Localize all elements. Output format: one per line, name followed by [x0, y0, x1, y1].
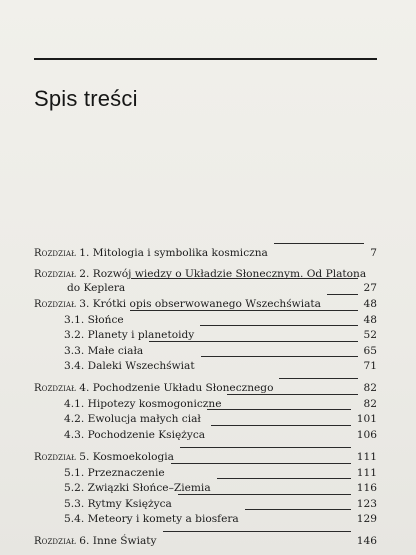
toc-entry-title: 4.2. Ewolucja małych ciał	[64, 413, 201, 425]
toc-leader-line	[163, 531, 351, 532]
toc-entry-prefix: Rozdział	[34, 383, 76, 394]
toc-entry-title: 5.3. Rytmy Księżyca	[64, 498, 172, 510]
toc-entry-prefix: Rozdział	[34, 536, 76, 547]
toc-entry-title: 1. Mitologia i symbolika kosmiczna	[79, 247, 268, 259]
toc-leader-line	[245, 509, 351, 510]
toc-entry-page: 27	[363, 282, 377, 294]
toc-entry-prefix: Rozdział	[34, 299, 76, 310]
toc-entry-title: 5.4. Meteory i komety a biosfera	[64, 513, 239, 525]
toc-leader-line	[227, 394, 357, 395]
toc-leader-line	[178, 494, 351, 495]
toc-leader-line	[274, 243, 364, 244]
toc-leader-line	[200, 325, 357, 326]
toc-entry-page: 111	[356, 451, 377, 463]
toc-entry-page: 101	[356, 413, 377, 425]
toc-entry-prefix: Rozdział	[34, 269, 76, 280]
toc-entry-page: 48	[363, 298, 377, 310]
toc-entry-title: 5.2. Związki Słońce–Ziemia	[64, 482, 211, 494]
toc-entry-title: 4. Pochodzenie Układu Słonecznego	[79, 382, 274, 394]
page-title: Spis treści	[34, 86, 138, 111]
toc-entry-page: 82	[363, 382, 377, 394]
toc-leader-line	[131, 278, 357, 279]
toc-entry-title: 3.4. Daleki Wszechświat	[64, 360, 195, 372]
toc-leader-line	[211, 425, 351, 426]
toc-entry-title: 5.1. Przeznaczenie	[64, 467, 165, 479]
toc-entry-page: 82	[363, 398, 377, 410]
toc-leader-line	[149, 341, 357, 342]
toc-leader-line	[279, 378, 357, 379]
toc-entry-title: 3.3. Małe ciała	[64, 345, 144, 357]
toc-leader-line	[180, 447, 351, 448]
toc-entry-page: 71	[363, 360, 377, 372]
toc-entry-title: 5. Kosmoekologia	[79, 451, 174, 463]
toc-entry-title: 3.1. Słońce	[64, 314, 124, 326]
toc-entry-page: 52	[363, 329, 377, 341]
toc-entry-title: 4.3. Pochodzenie Księżyca	[64, 429, 206, 441]
toc-entry-page: 7	[370, 247, 377, 259]
toc-entry-page: 116	[356, 482, 377, 494]
toc-entry-page: 129	[356, 513, 377, 525]
toc-entry-title-continued: do Keplera	[67, 282, 126, 294]
toc-entry-prefix: Rozdział	[34, 452, 76, 463]
toc-entry-page: 146	[356, 535, 377, 547]
toc-entry-title: 6. Inne Światy	[79, 535, 157, 547]
toc-entry-title: 2. Rozwój wiedzy o Układzie Słonecznym. Od Platona	[79, 268, 367, 280]
toc-entry-prefix: Rozdział	[34, 248, 76, 259]
toc-entry-page: 48	[363, 314, 377, 326]
header-rule	[34, 58, 377, 60]
toc-entry-title: 3.2. Planety i planetoidy	[64, 329, 195, 341]
toc-leader-line	[171, 463, 351, 464]
toc-entry-page: 65	[363, 345, 377, 357]
toc-leader-line	[327, 294, 358, 295]
toc-entry-page: 123	[356, 498, 377, 510]
toc-entry-title: 4.1. Hipotezy kosmogoniczne	[64, 398, 222, 410]
toc-leader-line	[207, 409, 351, 410]
toc-entry-title: 3. Krótki opis obserwowanego Wszechświata	[79, 298, 322, 310]
toc-leader-line	[201, 356, 358, 357]
toc-entry-page: 106	[356, 429, 377, 441]
toc-leader-line	[130, 310, 358, 311]
toc-leader-line	[217, 478, 351, 479]
toc-entry-page: 111	[356, 467, 377, 479]
